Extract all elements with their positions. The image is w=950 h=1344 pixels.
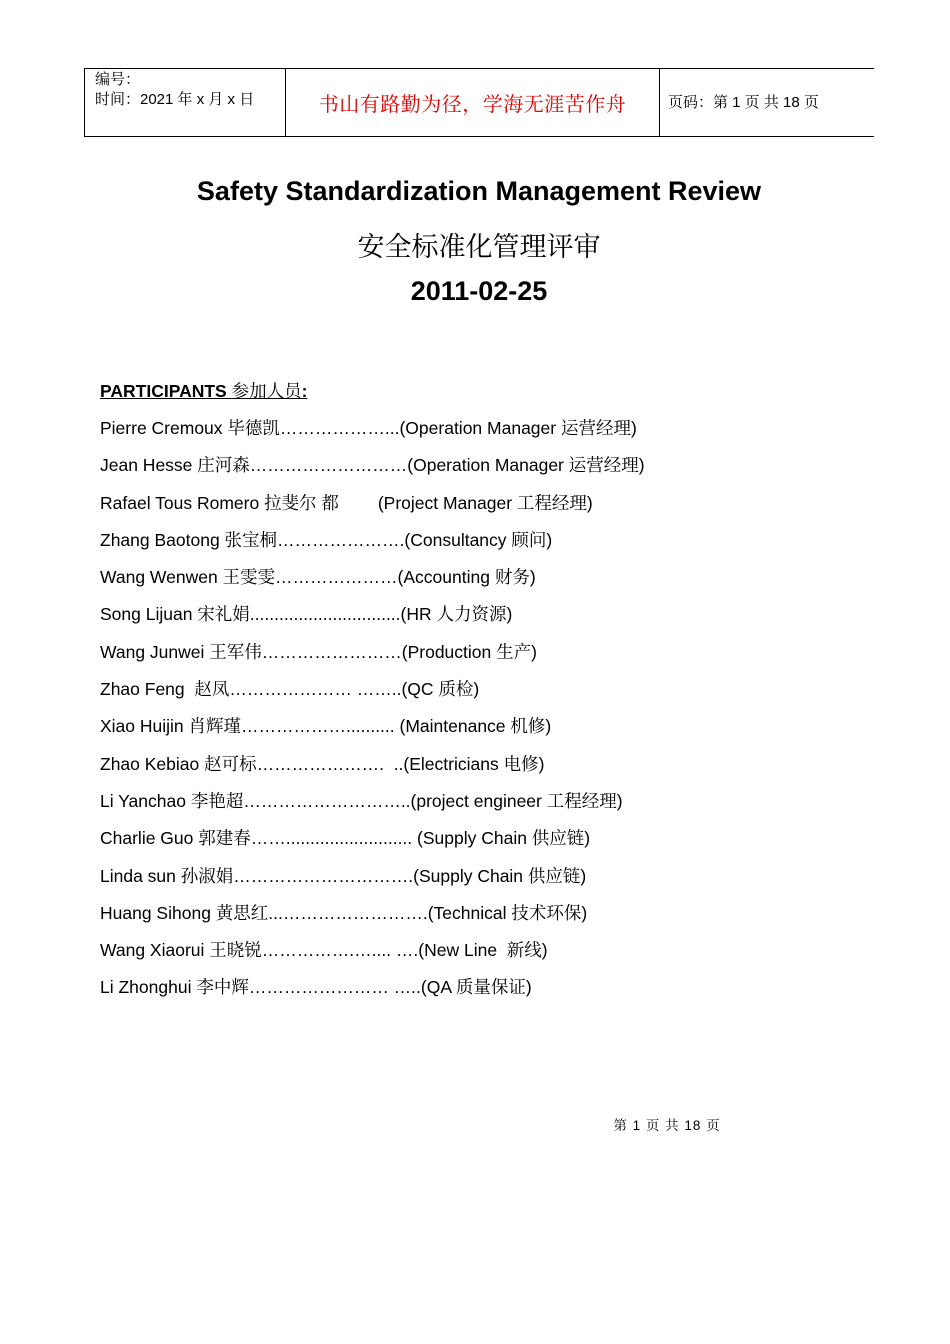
participant-row: Zhao Feng 赵凤………………… ……..(QC 质检) bbox=[100, 679, 480, 700]
participant-row: Pierre Cremoux 毕德凯………………...(Operation Manager 运营经理) bbox=[100, 418, 637, 438]
time-label: 时间：2021 年 x 月 x 日 bbox=[95, 91, 255, 108]
participant-row: Xiao Huijin 肖辉瑾……………….......... (Maintenance 机修) bbox=[100, 716, 552, 737]
page-title-english: Safety Standardization Management Review bbox=[196, 176, 762, 206]
participant-row: Jean Hesse 庄河森………………………(Operation Manager 运营经理) bbox=[100, 455, 645, 476]
participants-heading-colon: : bbox=[301, 381, 308, 401]
participant-row: Wang Xiaorui 王晓锐…………….….... ….(New Line 新线) bbox=[100, 940, 548, 961]
participant-row: Rafael Tous Romero 拉斐尔 都 (Project Manager 工程经理) bbox=[100, 492, 593, 513]
participant-row: Wang Wenwen 王雯雯…………………(Accounting 财务) bbox=[100, 567, 536, 588]
motto-text: 书山有路勤为径，学海无涯苦作舟 bbox=[318, 94, 627, 116]
participant-row: Linda sun 孙淑娟………………………….(Supply Chain 供应链) bbox=[100, 865, 587, 886]
participant-row: Li Yanchao 李艳超………………………..(project engineer 工程经理) bbox=[100, 790, 623, 811]
participants-section bbox=[100, 378, 880, 1012]
participant-row: Li Zhonghui 李中辉…………………… …..(QA 质量保证) bbox=[100, 977, 532, 998]
page-footer: 第 1 页 共 18 页 bbox=[613, 1118, 721, 1133]
number-label: 编号： bbox=[95, 71, 141, 88]
review-date: 2011-02-25 bbox=[410, 276, 548, 306]
participant-row: Zhao Kebiao 赵可标…………………. ..(Electricians 电修) bbox=[100, 753, 545, 774]
participant-row: Huang Sihong 黄思红...…………………….(Technical 技术环保) bbox=[100, 902, 588, 923]
participant-row: Song Lijuan 宋礼娟...............................(HR 人力资源) bbox=[100, 604, 513, 625]
participant-row: Charlie Guo 郭建春…….......................... (Supply Chain 供应链) bbox=[100, 828, 591, 849]
participants-heading bbox=[100, 378, 880, 415]
participants-heading-zh: 参加人员 bbox=[231, 381, 302, 401]
participants-heading-en: PARTICIPANTS bbox=[100, 381, 227, 401]
participant-row: Wang Junwei 王军伟……………………(Production 生产) bbox=[100, 641, 537, 662]
page-title-chinese: 安全标准化管理评审 bbox=[357, 232, 601, 262]
page-number-cell bbox=[660, 69, 874, 136]
motto-cell bbox=[286, 69, 660, 136]
header-page-label: 页码：第 1 页 共 18 页 bbox=[668, 93, 819, 111]
participants-list bbox=[100, 415, 880, 1012]
participant-row: Zhang Baotong 张宝桐………………….(Consultancy 顾问) bbox=[100, 529, 553, 550]
header-info-cell bbox=[84, 69, 286, 136]
header-table bbox=[84, 68, 874, 137]
